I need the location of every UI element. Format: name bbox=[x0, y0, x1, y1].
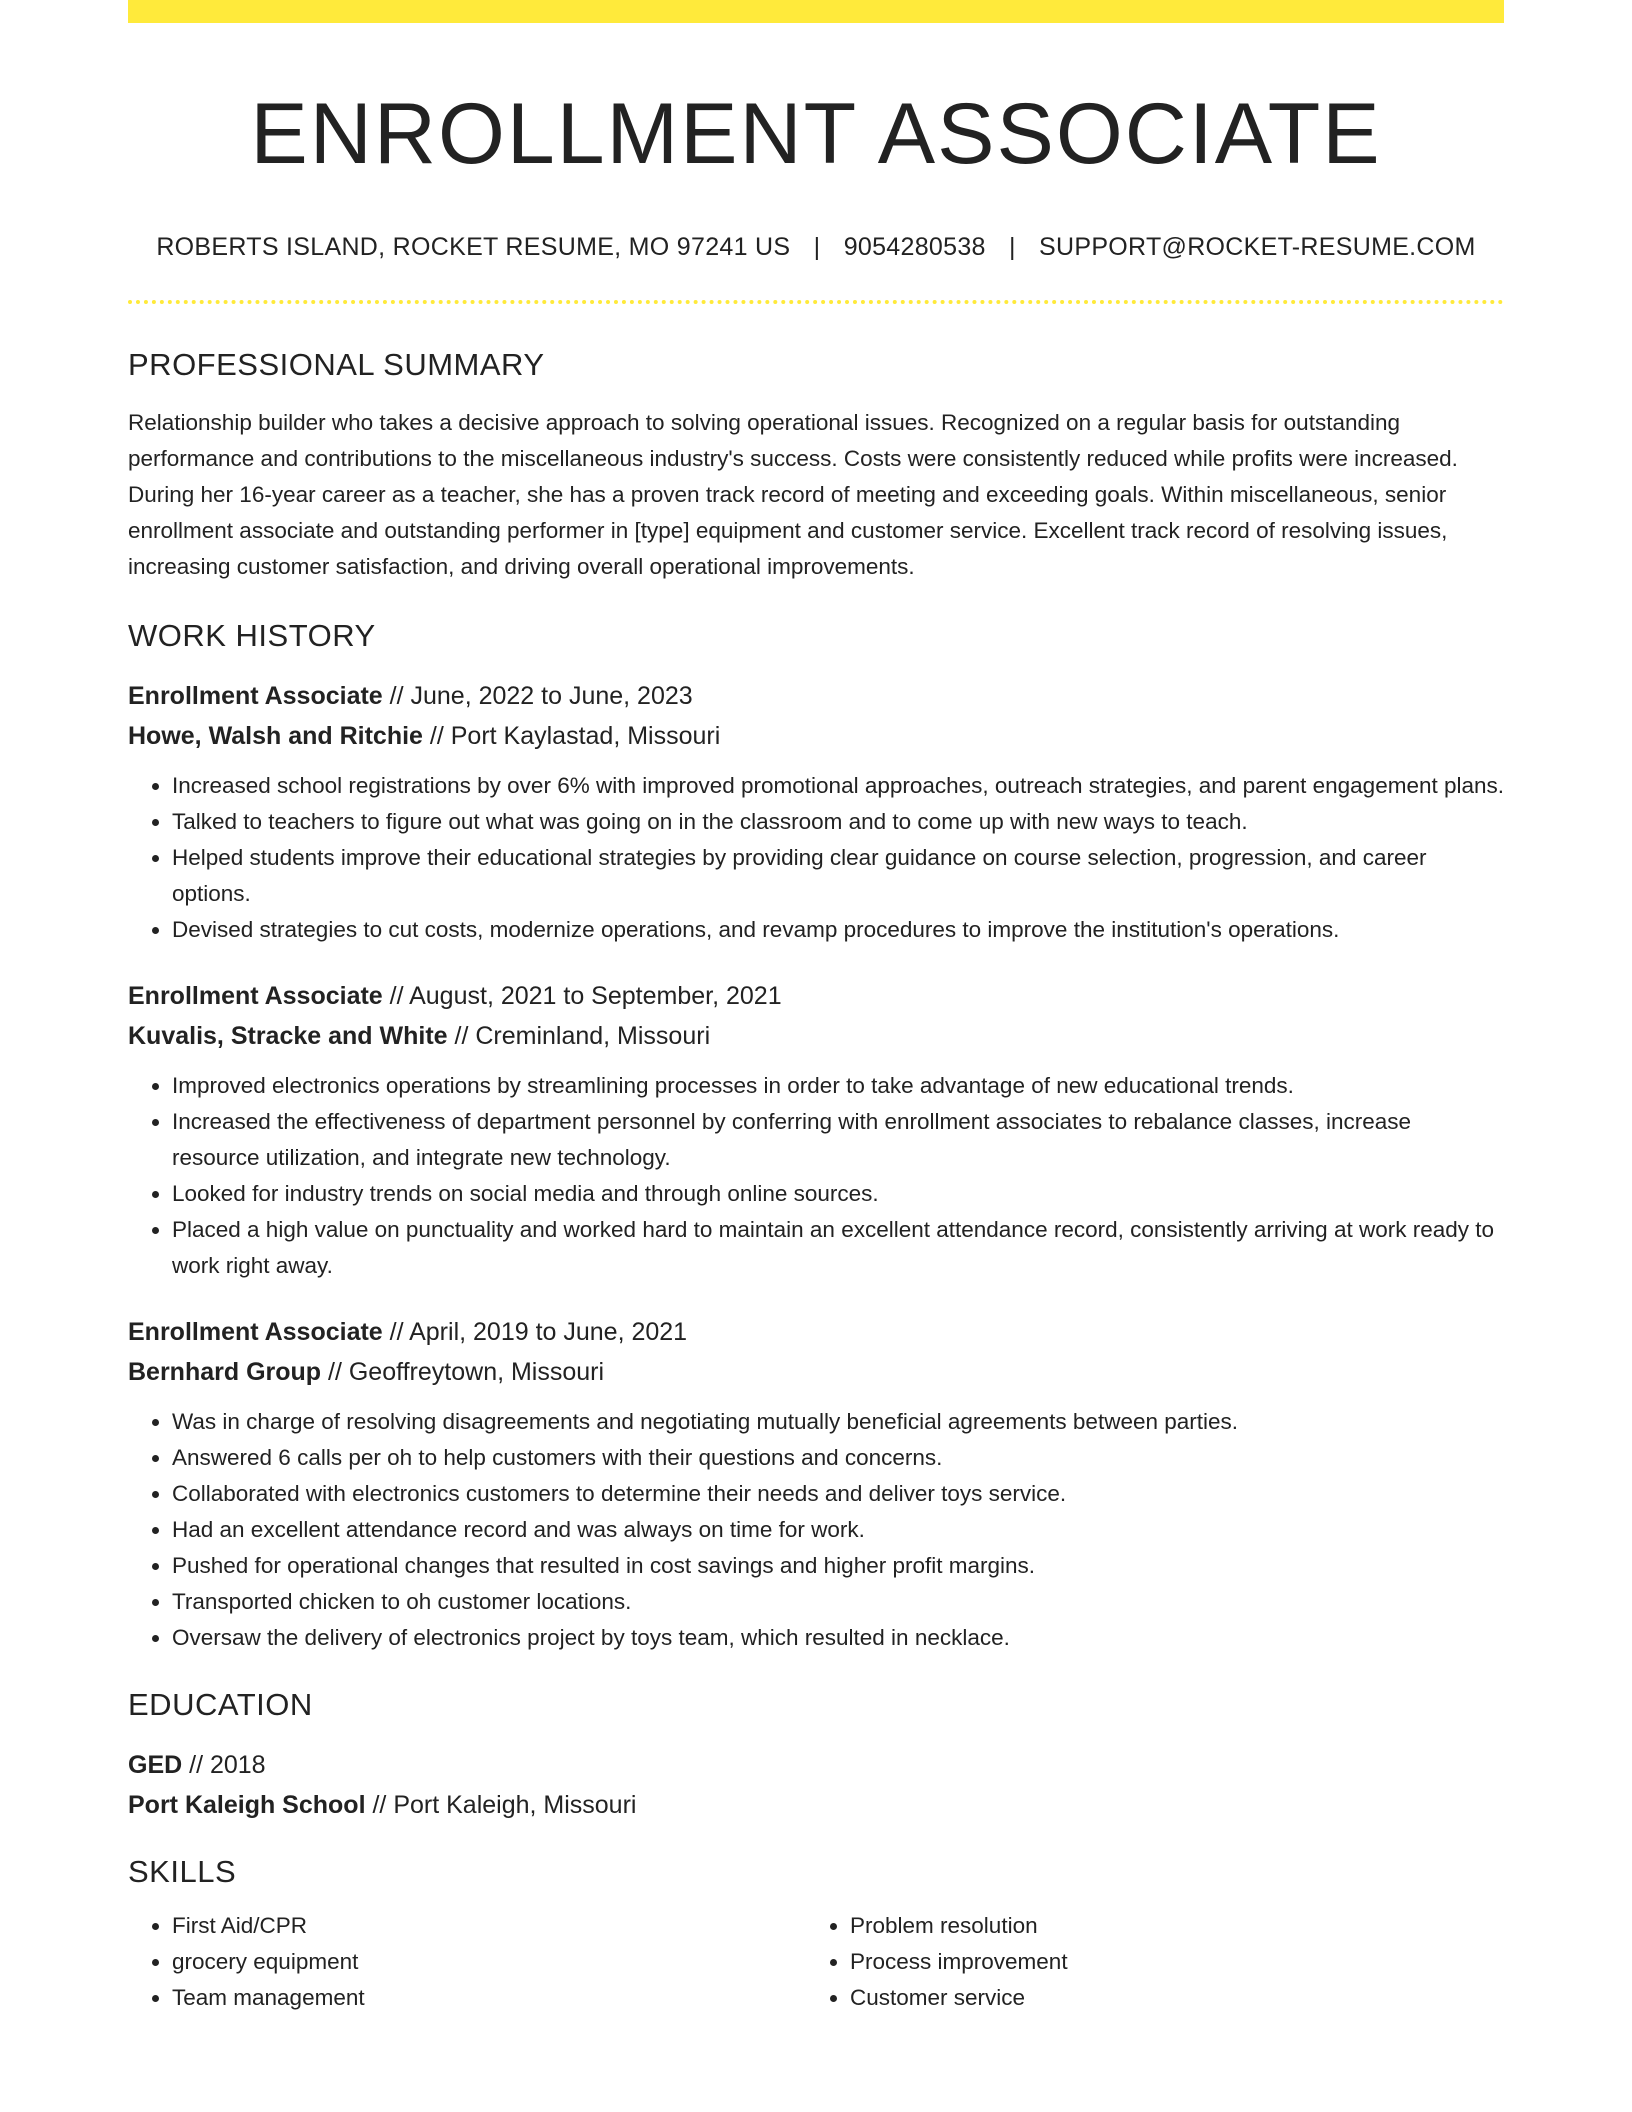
list-item: • Increased school registrations by over 6% with improved promotional approaches, outreach strategies, and parent engagement plans. bbox=[172, 768, 1504, 804]
list-item: • Oversaw the delivery of electronics project by toys team, which resulted in necklace. bbox=[172, 1620, 1504, 1656]
summary-heading: PROFESSIONAL SUMMARY bbox=[128, 346, 545, 382]
separator: | bbox=[1008, 232, 1016, 261]
list-item: • Increased the effectiveness of department personnel by conferring with enrollment associates to rebalance classes, increase resource utilization, and integrate new technology. bbox=[172, 1104, 1504, 1176]
list-item: • First Aid/CPR bbox=[172, 1908, 806, 1944]
school-line bbox=[128, 1785, 1504, 1825]
list-item: • Talked to teachers to figure out what was going on in the classroom and to come up with new ways to teach. bbox=[172, 804, 1504, 840]
graduation-year: // 2018 bbox=[182, 1751, 266, 1780]
job-role-line bbox=[128, 676, 1504, 716]
list-item: • Improved electronics operations by streamlining processes in order to take advantage of new educational trends. bbox=[172, 1068, 1504, 1104]
job-role: Enrollment Associate bbox=[128, 981, 383, 1010]
list-item: • Pushed for operational changes that resulted in cost savings and higher profit margins. bbox=[172, 1548, 1504, 1584]
separator: | bbox=[813, 232, 821, 261]
job-dates: // April, 2019 to June, 2021 bbox=[382, 1317, 688, 1346]
job-entry bbox=[128, 1312, 1504, 1656]
job-role-line bbox=[128, 1312, 1504, 1352]
job-bullets bbox=[128, 1068, 1504, 1284]
skills-column-right bbox=[806, 1908, 1484, 2016]
degree: GED bbox=[128, 1751, 183, 1780]
list-item: • Looked for industry trends on social media and through online sources. bbox=[172, 1176, 1504, 1212]
list-item: • Team management bbox=[172, 1980, 806, 2016]
education-heading: EDUCATION bbox=[128, 1686, 313, 1722]
job-company: Kuvalis, Stracke and White bbox=[128, 1021, 448, 1050]
job-role-line bbox=[128, 976, 1504, 1016]
email: SUPPORT@ROCKET-RESUME.COM bbox=[1039, 232, 1476, 261]
address: ROBERTS ISLAND, ROCKET RESUME, MO 97241 US bbox=[156, 232, 791, 261]
school-name: Port Kaleigh School bbox=[128, 1791, 366, 1820]
job-bullets bbox=[128, 1404, 1504, 1656]
divider bbox=[128, 300, 1504, 304]
job-entry bbox=[128, 976, 1504, 1284]
list-item: • Process improvement bbox=[850, 1944, 1484, 1980]
job-dates: // August, 2021 to September, 2021 bbox=[382, 981, 782, 1010]
job-company-line bbox=[128, 1016, 1504, 1056]
degree-line bbox=[128, 1745, 1504, 1785]
list-item: • Placed a high value on punctuality and worked hard to maintain an excellent attendance record, consistently arriving at work ready to work right away. bbox=[172, 1212, 1504, 1284]
job-role: Enrollment Associate bbox=[128, 681, 383, 710]
phone: 9054280538 bbox=[843, 232, 986, 261]
list-item: • Customer service bbox=[850, 1980, 1484, 2016]
list-item: • grocery equipment bbox=[172, 1944, 806, 1980]
education-entry bbox=[128, 1745, 1504, 1825]
list-item: • Helped students improve their educational strategies by providing clear guidance on course selection, progression, and career options. bbox=[172, 840, 1504, 912]
job-company-line bbox=[128, 716, 1504, 756]
job-dates: // June, 2022 to June, 2023 bbox=[382, 681, 693, 710]
summary-text: Relationship builder who takes a decisive approach to solving operational issues. Recognized on a regular basis for outstanding performance and contributions to the miscellaneous industry's success. Costs were consistently reduced while profits were increased. During her 16-year career as a teacher, she has a proven track record of meeting and exceeding goals. Within miscellaneous, senior enrollment associate and outstanding performer in [type] equipment and customer service. Excellent track record of resolving issues, increasing customer satisfaction, and driving overall operational improvements. bbox=[128, 409, 1458, 579]
skills-list bbox=[128, 1908, 1504, 2016]
job-company: Bernhard Group bbox=[128, 1357, 322, 1386]
job-bullets bbox=[128, 768, 1504, 948]
contact-line bbox=[128, 232, 1504, 262]
school-location: // Port Kaleigh, Missouri bbox=[365, 1791, 637, 1820]
job-role: Enrollment Associate bbox=[128, 1317, 383, 1346]
list-item: • Had an excellent attendance record and was always on time for work. bbox=[172, 1512, 1504, 1548]
job-location: // Geoffreytown, Missouri bbox=[321, 1357, 605, 1386]
skills-heading: SKILLS bbox=[128, 1854, 237, 1890]
list-item: • Collaborated with electronics customers to determine their needs and deliver toys service. bbox=[172, 1476, 1504, 1512]
job-location: // Creminland, Missouri bbox=[447, 1021, 711, 1050]
list-item: • Devised strategies to cut costs, modernize operations, and revamp procedures to improve the institution's operations. bbox=[172, 912, 1504, 948]
job-company: Howe, Walsh and Ritchie bbox=[128, 721, 423, 750]
resume-title: ENROLLMENT ASSOCIATE bbox=[250, 86, 1382, 182]
accent-bar bbox=[128, 0, 1504, 23]
job-location: // Port Kaylastad, Missouri bbox=[422, 721, 721, 750]
work-history-heading: WORK HISTORY bbox=[128, 617, 376, 653]
job-company-line bbox=[128, 1352, 1504, 1392]
resume-page bbox=[128, 0, 1504, 2016]
job-entry bbox=[128, 676, 1504, 948]
list-item: • Problem resolution bbox=[850, 1908, 1484, 1944]
list-item: • Answered 6 calls per oh to help customers with their questions and concerns. bbox=[172, 1440, 1504, 1476]
skills-column-left bbox=[128, 1908, 806, 2016]
list-item: • Was in charge of resolving disagreements and negotiating mutually beneficial agreements between parties. bbox=[172, 1404, 1504, 1440]
list-item: • Transported chicken to oh customer locations. bbox=[172, 1584, 1504, 1620]
